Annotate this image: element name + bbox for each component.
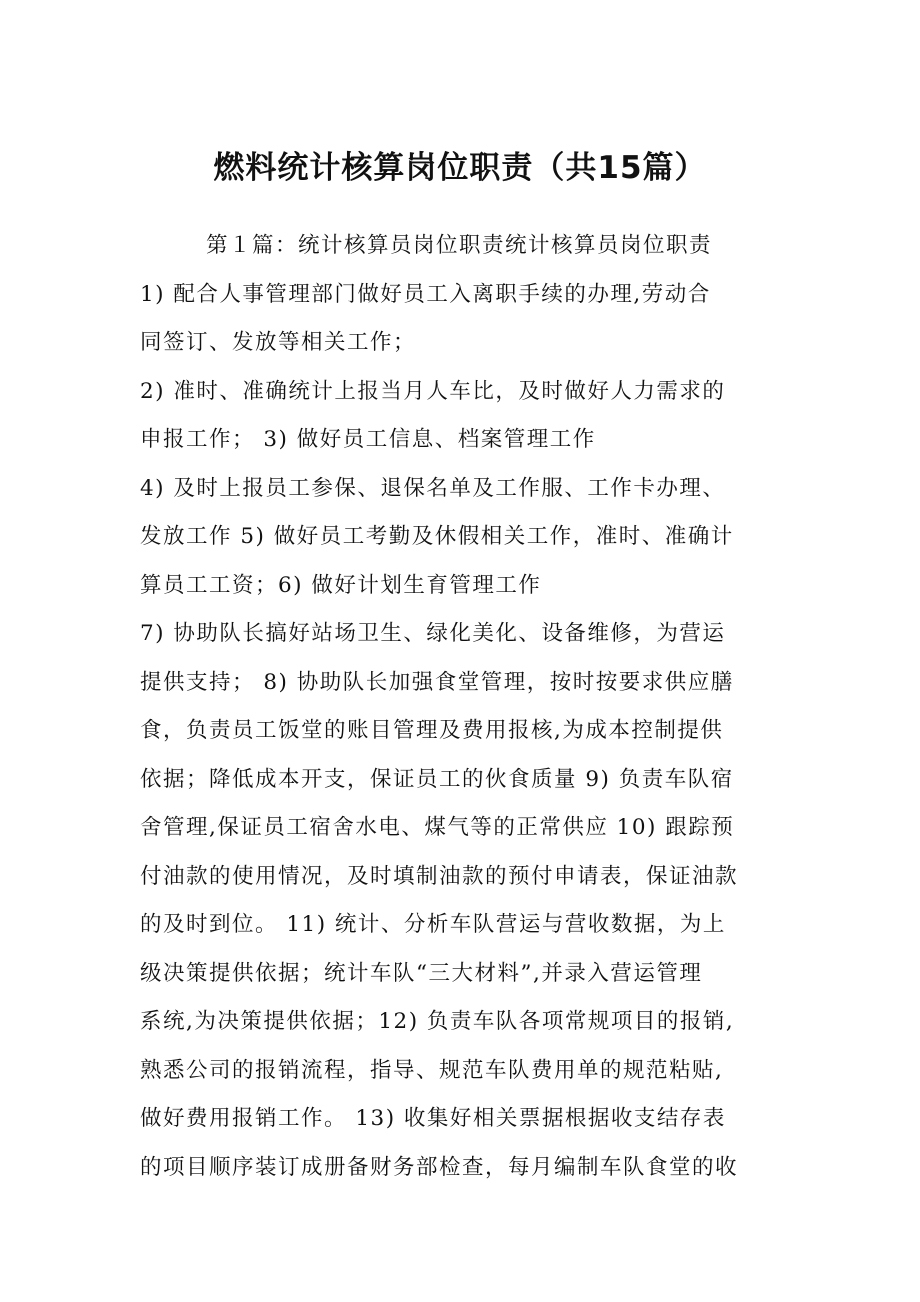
document-title: 燃料统计核算岗位职责（共15篇）	[213, 150, 707, 186]
body-line: 申报工作； 3) 做好员工信息、档案管理工作	[140, 427, 596, 452]
body-line: 食，负责员工饭堂的账目管理及费用报核,为成本控制提供	[140, 718, 724, 743]
body-line: 做好费用报销工作。 13) 收集好相关票据根据收支结存表	[140, 1106, 726, 1131]
body-line: 4) 及时上报员工参保、退保名单及工作服、工作卡办理、	[140, 475, 726, 501]
body-line: 付油款的使用情况，及时填制油款的预付申请表，保证油款	[140, 863, 739, 889]
body-line: 级决策提供依据；统计车队“三大材料”,并录入营运管理	[140, 960, 703, 986]
body-line: 系统,为决策提供依据；12) 负责车队各项常规项目的报销,	[140, 1009, 735, 1034]
body-line: 1) 配合人事管理部门做好员工入离职手续的办理,劳动合	[140, 281, 711, 307]
body-line: 发放工作 5) 做好员工考勤及休假相关工作，准时、准确计	[140, 524, 734, 549]
body-line: 提供支持； 8) 协助队长加强食堂管理，按时按要求供应膳	[140, 669, 734, 695]
body-line: 7) 协助队长搞好站场卫生、绿化美化、设备维修，为营运	[140, 621, 726, 646]
document-body	[140, 222, 780, 1192]
body-line: 2) 准时、准确统计上报当月人车比，及时做好人力需求的	[140, 378, 726, 404]
body-line: 算员工工资；6) 做好计划生育管理工作	[140, 572, 542, 598]
body-line: 舍管理,保证员工宿舍水电、煤气等的正常供应 10) 跟踪预	[140, 815, 735, 840]
body-line: 的及时到位。 11) 统计、分析车队营运与营收数据，为上	[140, 912, 726, 937]
body-line: 的项目顺序装订成册备财务部检查，每月编制车队食堂的收	[140, 1154, 739, 1180]
body-line: 依据；降低成本开支，保证员工的伙食质量 9) 负责车队宿	[140, 766, 734, 792]
section-heading: 第１篇：统计核算员岗位职责统计核算员岗位职责	[206, 233, 713, 258]
body-line: 熟悉公司的报销流程，指导、规范车队费用单的规范粘贴,	[140, 1057, 724, 1083]
body-line: 同签订、发放等相关工作；	[140, 330, 417, 355]
